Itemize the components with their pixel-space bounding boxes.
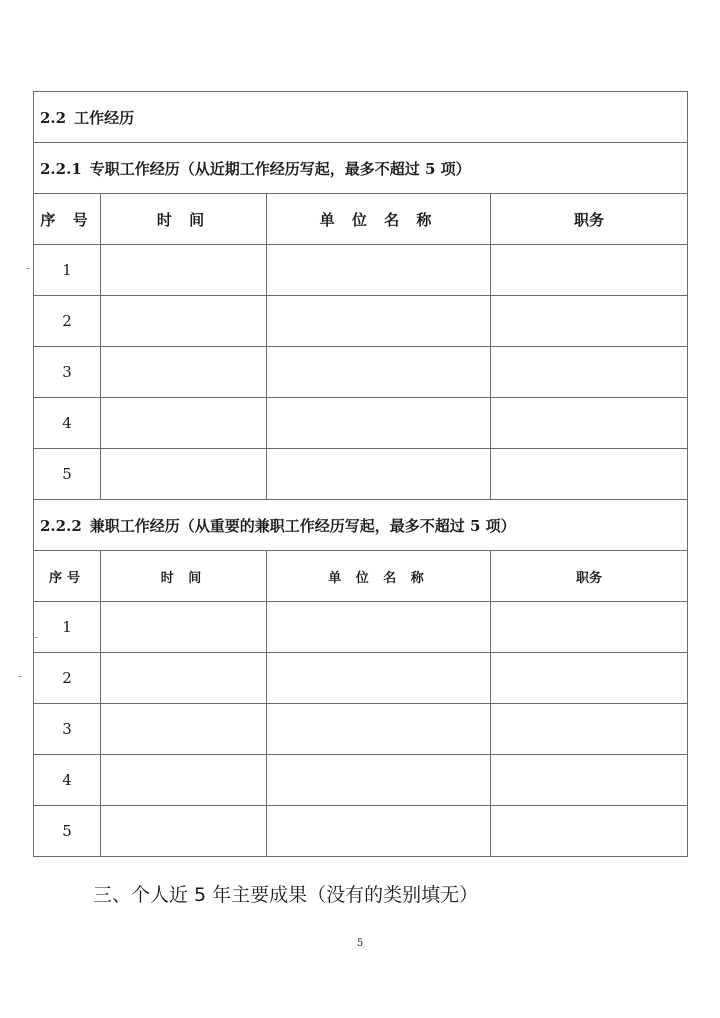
row-index: 5 <box>34 806 101 857</box>
position-cell[interactable] <box>491 296 688 347</box>
table-row <box>34 398 688 449</box>
position-cell[interactable] <box>491 653 688 704</box>
table-row <box>34 449 688 500</box>
time-cell[interactable] <box>101 653 267 704</box>
parttime-title-cell <box>34 500 688 551</box>
position-cell[interactable] <box>491 755 688 806</box>
section-title: 工作经历 <box>74 108 135 127</box>
row-index: 2 <box>34 653 101 704</box>
table-row <box>34 704 688 755</box>
unit-cell[interactable] <box>267 449 491 500</box>
time-cell[interactable] <box>101 245 267 296</box>
position-cell[interactable] <box>491 347 688 398</box>
row-index: 2 <box>34 296 101 347</box>
parttime-title-row <box>34 500 688 551</box>
scan-mark <box>35 637 38 638</box>
unit-cell[interactable] <box>267 755 491 806</box>
fulltime-title-cell <box>34 143 688 194</box>
row-index: 4 <box>34 398 101 449</box>
parttime-number: 2.2.2 <box>40 516 82 535</box>
time-cell[interactable] <box>101 704 267 755</box>
unit-cell[interactable] <box>267 806 491 857</box>
unit-cell[interactable] <box>267 296 491 347</box>
parttime-header-row <box>34 551 688 602</box>
row-index: 5 <box>34 449 101 500</box>
header-index: 序 号 <box>34 194 101 245</box>
page-number: 5 <box>356 938 364 949</box>
fulltime-header-row <box>34 194 688 245</box>
row-index: 3 <box>34 704 101 755</box>
unit-cell[interactable] <box>267 347 491 398</box>
unit-cell[interactable] <box>267 653 491 704</box>
header-position: 职务 <box>491 551 688 602</box>
time-cell[interactable] <box>101 806 267 857</box>
scan-mark <box>18 676 21 677</box>
section-row <box>34 92 688 143</box>
time-cell[interactable] <box>101 296 267 347</box>
header-unit-name: 单 位 名 称 <box>267 551 491 602</box>
position-cell[interactable] <box>491 398 688 449</box>
time-cell[interactable] <box>101 347 267 398</box>
position-cell[interactable] <box>491 245 688 296</box>
time-cell[interactable] <box>101 755 267 806</box>
position-cell[interactable] <box>491 449 688 500</box>
section-title-cell <box>34 92 688 143</box>
row-index: 1 <box>34 245 101 296</box>
header-position: 职务 <box>491 194 688 245</box>
unit-cell[interactable] <box>267 602 491 653</box>
header-index: 序号 <box>34 551 101 602</box>
scan-mark <box>27 268 30 269</box>
fulltime-number: 2.2.1 <box>40 159 82 178</box>
position-cell[interactable] <box>491 806 688 857</box>
work-experience-table <box>33 91 688 857</box>
fulltime-title: 专职工作经历（从近期工作经历写起，最多不超过 5 项） <box>89 159 471 178</box>
time-cell[interactable] <box>101 449 267 500</box>
row-index: 3 <box>34 347 101 398</box>
unit-cell[interactable] <box>267 398 491 449</box>
header-time: 时 间 <box>101 551 267 602</box>
unit-cell[interactable] <box>267 245 491 296</box>
unit-cell[interactable] <box>267 704 491 755</box>
row-index: 1 <box>34 602 101 653</box>
table-row <box>34 245 688 296</box>
header-unit-name: 单 位 名 称 <box>267 194 491 245</box>
section-three-heading: 三、个人近 5 年主要成果（没有的类别填无） <box>93 884 479 906</box>
table-row <box>34 296 688 347</box>
position-cell[interactable] <box>491 704 688 755</box>
parttime-title: 兼职工作经历（从重要的兼职工作经历写起，最多不超过 5 项） <box>89 516 516 535</box>
header-time: 时 间 <box>101 194 267 245</box>
row-index: 4 <box>34 755 101 806</box>
position-cell[interactable] <box>491 602 688 653</box>
section-number: 2.2 <box>40 108 67 127</box>
fulltime-title-row <box>34 143 688 194</box>
table-row <box>34 755 688 806</box>
table-row <box>34 347 688 398</box>
time-cell[interactable] <box>101 398 267 449</box>
table-row <box>34 602 688 653</box>
table-row <box>34 653 688 704</box>
time-cell[interactable] <box>101 602 267 653</box>
table-row <box>34 806 688 857</box>
